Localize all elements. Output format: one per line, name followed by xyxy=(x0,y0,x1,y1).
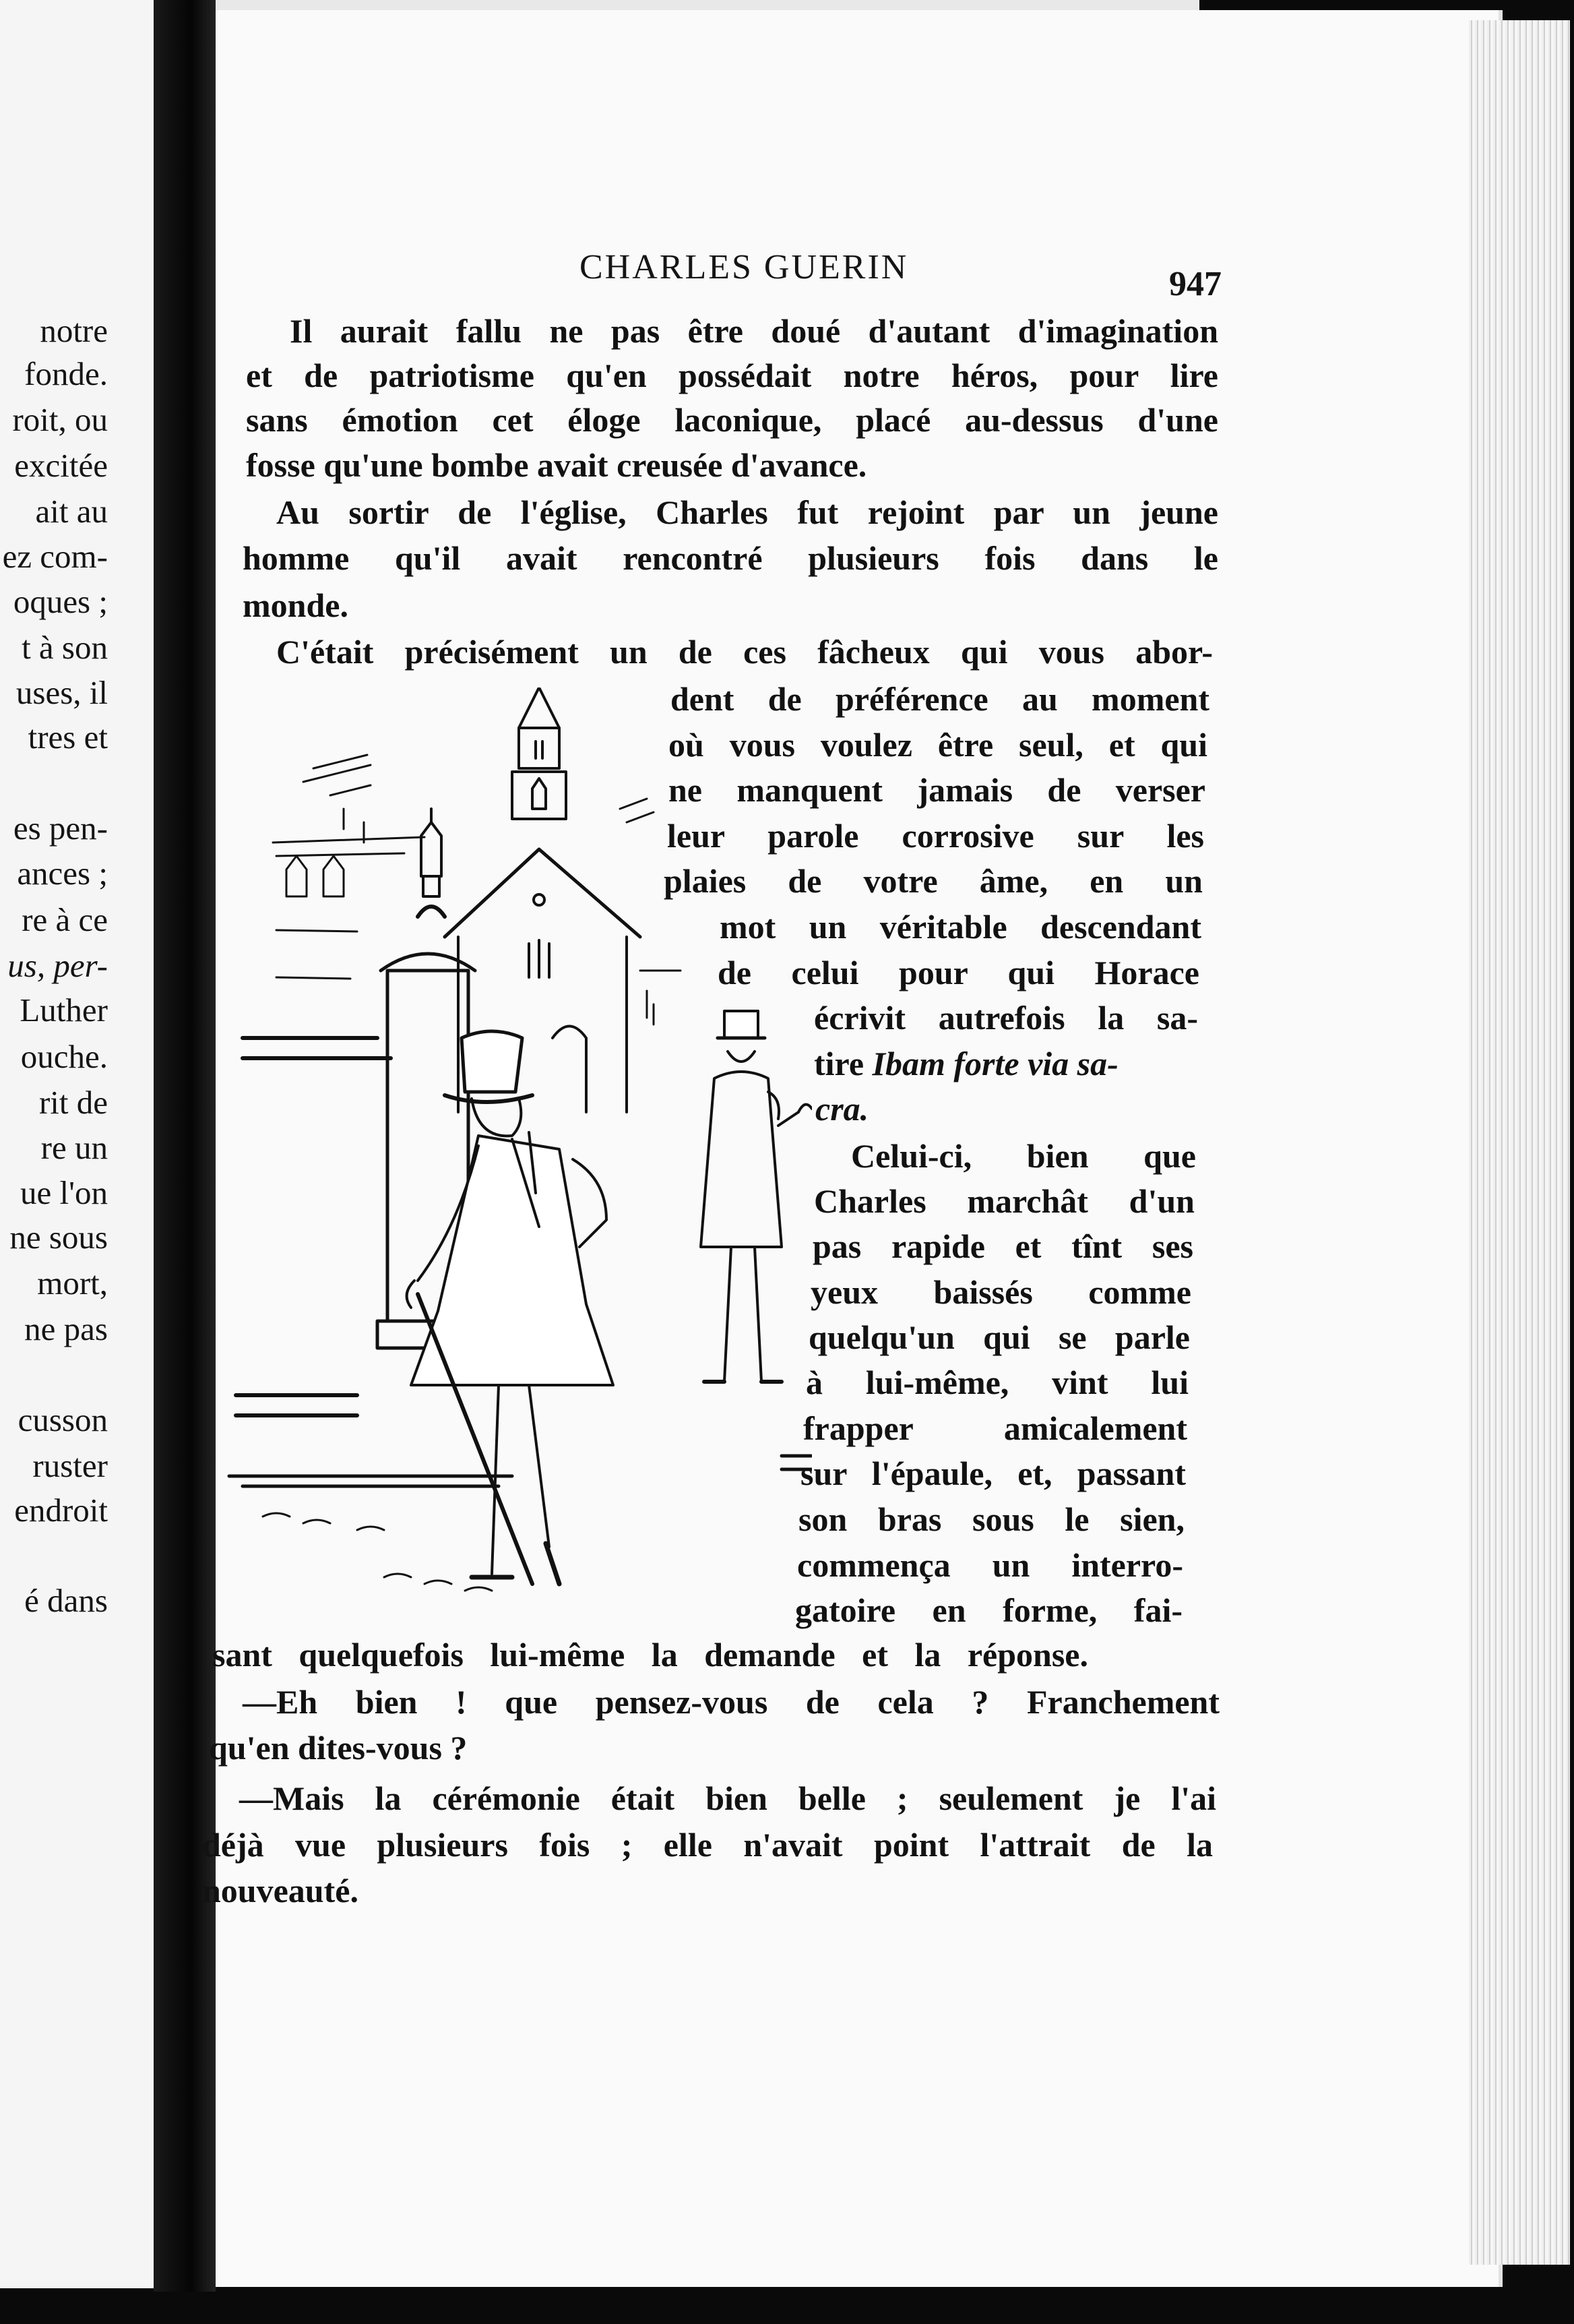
body-line: sant quelquefois lui-même la demande et la réponse. xyxy=(212,1636,1088,1674)
body-line: dent de préférence au moment xyxy=(670,680,1209,718)
facing-line: uses, il xyxy=(15,674,108,711)
facing-line: notre xyxy=(40,312,108,349)
facing-line: tres et xyxy=(28,718,108,756)
body-line: où vous voulez être seul, et qui xyxy=(668,726,1207,764)
body-line: C'était précisément un de ces fâcheux qui vous abor- xyxy=(276,633,1213,671)
body-line: Charles marchât d'un xyxy=(814,1182,1195,1220)
body-line: sans émotion cet éloge laconique, placé au-dessus d'une xyxy=(246,401,1218,439)
facing-line: ue l'on xyxy=(20,1174,108,1211)
facing-line: roit, ou xyxy=(12,401,108,438)
facing-line: ruster xyxy=(32,1447,108,1484)
body-text: tire xyxy=(814,1045,873,1082)
body-line: écrivit autrefois la sa- xyxy=(814,999,1198,1037)
facing-line: ait au xyxy=(35,493,108,530)
body-line: —Mais la cérémonie était bien belle ; seulement je l'ai xyxy=(239,1779,1216,1817)
body-line: fosse qu'une bombe avait creusée d'avance. xyxy=(246,446,867,484)
facing-line: t à son xyxy=(22,629,108,666)
body-line: frapper amicalement xyxy=(803,1409,1187,1447)
facing-line: é dans xyxy=(24,1582,108,1619)
church-building xyxy=(229,687,812,1591)
body-line: Il aurait fallu ne pas être doué d'autant d'imagination xyxy=(290,312,1218,350)
body-line: qu'en dites-vous ? xyxy=(209,1729,468,1767)
facing-line: ne sous xyxy=(9,1219,108,1256)
facing-line: Luther xyxy=(20,991,108,1029)
body-line: yeux baissés comme xyxy=(811,1273,1191,1311)
gentleman-foreground xyxy=(407,1031,613,1584)
body-line: commença un interro- xyxy=(797,1546,1183,1584)
facing-line: ne pas xyxy=(24,1310,108,1347)
body-line: cra. xyxy=(815,1090,869,1128)
book-gutter xyxy=(154,0,216,2292)
page-number: 947 xyxy=(1169,265,1222,303)
body-line: Au sortir de l'église, Charles fut rejoint par un jeune xyxy=(276,493,1218,531)
body-line: sur l'épaule, et, passant xyxy=(800,1455,1186,1492)
facing-line: fonde. xyxy=(24,355,108,392)
body-line: leur parole corrosive sur les xyxy=(667,817,1204,855)
body-line-with-italic xyxy=(814,1047,1198,1080)
gentleman-background xyxy=(701,1011,812,1382)
latin-title: Ibam forte via sa- xyxy=(872,1045,1119,1082)
facing-line: endroit xyxy=(14,1492,108,1529)
body-line: à lui-même, vint lui xyxy=(806,1364,1189,1401)
page-edge-stack xyxy=(1469,20,1570,2265)
facing-page xyxy=(0,0,155,2288)
body-line: plaies de votre âme, en un xyxy=(664,862,1203,900)
facing-line: us, per- xyxy=(7,947,108,984)
body-line: monde. xyxy=(243,586,348,624)
engraving-illustration xyxy=(222,687,812,1624)
facing-line: re à ce xyxy=(22,901,108,938)
body-line: homme qu'il avait rencontré plusieurs fois dans le xyxy=(243,539,1218,577)
running-title: CHARLES GUERIN xyxy=(579,248,909,286)
facing-line: oques ; xyxy=(13,583,108,620)
body-line: mot un véritable descendant xyxy=(720,908,1201,946)
facing-line: mort, xyxy=(37,1264,108,1302)
facing-line: cusson xyxy=(18,1401,108,1438)
body-line: quelqu'un qui se parle xyxy=(809,1318,1190,1356)
facing-line: excitée xyxy=(14,447,108,484)
facing-line: ez com- xyxy=(2,538,108,575)
facing-line: rit de xyxy=(38,1084,108,1121)
body-line: de celui pour qui Horace xyxy=(718,954,1199,991)
body-line: gatoire en forme, fai- xyxy=(795,1591,1183,1629)
body-line: déjà vue plusieurs fois ; elle n'avait point l'attrait de la xyxy=(202,1826,1213,1864)
body-line: Celui-ci, bien que xyxy=(851,1137,1196,1175)
facing-line: ouche. xyxy=(20,1038,108,1075)
body-line: ne manquent jamais de verser xyxy=(668,771,1205,809)
body-line: et de patriotisme qu'en possédait notre héros, pour lire xyxy=(246,357,1218,394)
facing-line: ances ; xyxy=(17,855,108,892)
body-line: nouveauté. xyxy=(202,1872,358,1909)
facing-line: es pen- xyxy=(13,809,108,847)
body-line: son bras sous le sien, xyxy=(798,1500,1185,1538)
body-line: —Eh bien ! que pensez-vous de cela ? Franchement xyxy=(243,1683,1220,1721)
facing-line: re un xyxy=(40,1129,108,1166)
body-line: pas rapide et tînt ses xyxy=(813,1227,1193,1265)
